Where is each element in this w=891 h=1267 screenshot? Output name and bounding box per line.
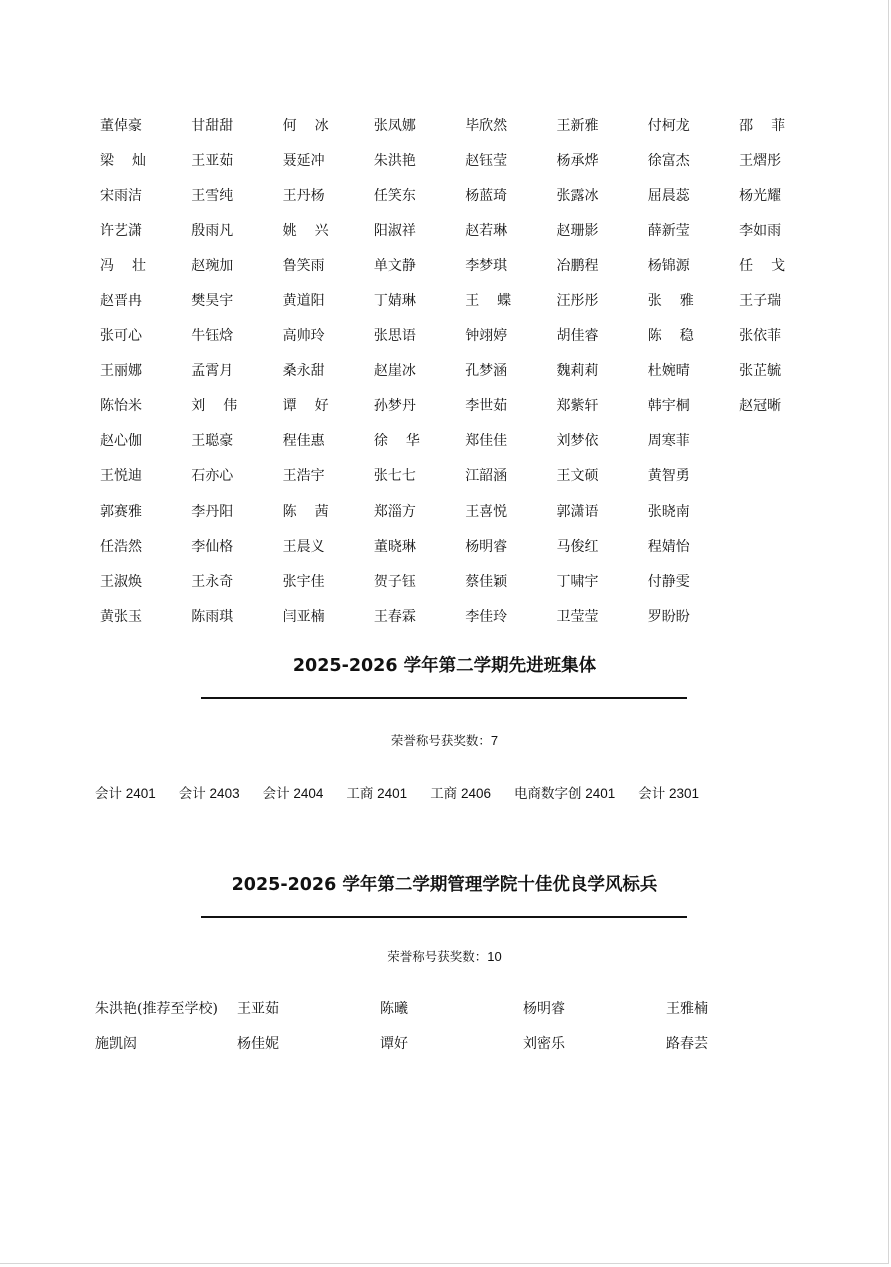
student-name: 王蝶 — [465, 293, 512, 310]
award-count-label: 荣誉称号获奖数： — [390, 733, 491, 748]
student-name: 李仙格 — [191, 538, 234, 555]
student-name: 江韶涵 — [465, 468, 508, 485]
student-name: 郑佳佳 — [465, 433, 508, 450]
student-name — [739, 605, 830, 640]
student-name: 王新雅 — [556, 118, 599, 134]
honoree-name: 刘密乐 — [523, 1036, 565, 1052]
student-name: 郭赛雅 — [100, 503, 142, 520]
student-name: 王永奇 — [191, 573, 234, 590]
student-name: 李丹阳 — [191, 503, 234, 520]
student-name: 李世茹 — [465, 398, 508, 415]
student-name: 付柯龙 — [647, 118, 690, 134]
student-name: 韩宇桐 — [647, 398, 690, 415]
student-name: 张芷毓 — [739, 363, 782, 380]
student-name: 徐华 — [373, 433, 420, 450]
student-name: 丁婧琳 — [373, 293, 416, 310]
student-name: 孙梦丹 — [373, 398, 416, 415]
student-name: 孟霄月 — [191, 363, 234, 380]
student-name: 张依菲 — [739, 328, 782, 345]
student-name: 杨蓝琦 — [465, 188, 508, 205]
student-name: 任戈 — [739, 258, 786, 275]
honoree-name: 施凯闳 — [95, 1036, 137, 1052]
student-name: 王悦迪 — [100, 468, 142, 485]
honoree-name: 杨明睿 — [523, 1001, 565, 1017]
student-name: 张晓南 — [647, 503, 690, 520]
student-name: 郑紫轩 — [556, 398, 599, 415]
student-name: 张思语 — [373, 328, 416, 345]
student-name: 赵珊影 — [556, 223, 599, 240]
student-name — [739, 570, 830, 605]
advanced-class-list — [95, 782, 699, 802]
class-item: 会计 2301 — [638, 786, 700, 801]
student-name: 陈雨琪 — [191, 608, 234, 625]
student-name: 任笑东 — [373, 188, 416, 205]
student-name: 黄智勇 — [647, 468, 690, 485]
student-name: 姚兴 — [282, 223, 329, 240]
student-name: 单文静 — [373, 258, 416, 275]
name-list-grid — [100, 114, 830, 640]
student-name: 王春霖 — [373, 608, 416, 625]
student-name: 蔡佳颖 — [465, 573, 508, 590]
student-name: 贺子钰 — [373, 573, 416, 590]
student-name: 孔梦涵 — [465, 363, 508, 380]
honoree-name: 谭好 — [380, 1036, 408, 1052]
student-name: 陈茜 — [282, 503, 329, 520]
student-name: 薛新莹 — [647, 223, 690, 240]
student-name: 王晨义 — [282, 538, 325, 555]
student-name: 王雪纯 — [191, 188, 234, 205]
student-name: 郑淄方 — [373, 503, 416, 520]
student-name: 杨承烨 — [556, 153, 599, 170]
student-name: 李梦琪 — [465, 258, 508, 275]
award-count-line — [0, 731, 889, 749]
student-name: 闫亚楠 — [282, 608, 325, 625]
honoree-name: 杨佳妮 — [237, 1036, 279, 1052]
student-name: 谭好 — [282, 398, 329, 415]
student-name: 朱洪艳 — [373, 153, 416, 170]
student-name: 李如雨 — [739, 223, 782, 240]
student-name: 冶鹏程 — [556, 258, 599, 275]
student-name: 杨光耀 — [739, 188, 782, 205]
student-name: 聂延冲 — [282, 153, 325, 170]
student-name: 刘梦依 — [556, 433, 599, 450]
student-name: 王丹杨 — [282, 188, 325, 205]
student-name: 王亚茹 — [191, 153, 234, 170]
student-name: 王淑焕 — [100, 573, 142, 590]
section-title-study-model: 2025-2026 学年第二学期管理学院十佳优良学风标兵 — [231, 875, 658, 895]
student-name: 王文硕 — [556, 468, 599, 485]
student-name: 张可心 — [100, 328, 142, 345]
award-count-label: 荣誉称号获奖数： — [387, 949, 488, 964]
student-name: 王熠彤 — [739, 153, 782, 170]
student-name: 任浩然 — [100, 538, 142, 555]
section-title-advanced-class: 2025-2026 学年第二学期先进班集体 — [292, 656, 597, 676]
student-name: 甘甜甜 — [191, 118, 234, 134]
honoree-name: 路春芸 — [666, 1036, 708, 1052]
honoree-name: 王雅楠 — [666, 1001, 708, 1017]
student-name: 丁啸宇 — [556, 573, 599, 590]
student-name: 毕欣然 — [465, 118, 508, 134]
student-name: 卫莹莹 — [556, 608, 599, 625]
honoree-name: 王亚茹 — [237, 1001, 279, 1017]
student-name: 赵崖冰 — [373, 363, 416, 380]
student-name: 张雅 — [647, 293, 694, 310]
student-name: 杨明睿 — [465, 538, 508, 555]
award-count-value: 7 — [490, 733, 499, 748]
student-name: 钟翊婷 — [465, 328, 508, 345]
class-item: 工商 2401 — [346, 786, 408, 801]
student-name: 宋雨洁 — [100, 188, 142, 205]
student-name: 桑永甜 — [282, 363, 325, 380]
student-name: 董晓琳 — [373, 538, 416, 555]
student-name: 王丽娜 — [100, 363, 142, 380]
student-name: 梁灿 — [100, 153, 146, 170]
student-name: 郭潇语 — [556, 503, 599, 520]
student-name: 牛钰焓 — [191, 328, 234, 345]
student-name: 刘伟 — [191, 398, 238, 415]
student-name: 杜婉晴 — [647, 363, 690, 380]
student-name: 王浩宇 — [282, 468, 325, 485]
student-name: 殷雨凡 — [191, 223, 234, 240]
student-name: 张宇佳 — [282, 573, 325, 590]
student-name: 张七七 — [373, 468, 416, 485]
student-name: 董倬豪 — [100, 118, 142, 134]
student-name: 罗盼盼 — [647, 608, 690, 625]
student-name: 汪彤彤 — [556, 293, 599, 310]
student-name: 王子瑞 — [739, 293, 782, 310]
student-name — [739, 464, 830, 499]
title-underline — [201, 916, 687, 918]
study-model-list — [95, 997, 809, 1067]
award-count-value: 10 — [487, 949, 502, 964]
student-name: 赵若琳 — [465, 223, 508, 240]
student-name: 阳淑祥 — [373, 223, 416, 240]
student-name: 赵心伽 — [100, 433, 142, 450]
student-name: 石亦心 — [191, 468, 234, 485]
class-item: 会计 2403 — [178, 786, 240, 801]
student-name: 高帅玲 — [282, 328, 325, 345]
student-name: 陈怡米 — [100, 398, 142, 415]
student-name: 黄张玉 — [100, 608, 142, 625]
student-name: 樊昊宇 — [191, 293, 234, 310]
honoree-name: 陈曦 — [380, 1001, 408, 1017]
student-name: 张凤娜 — [373, 118, 416, 134]
honoree-name: 朱洪艳(推荐至学校) — [95, 1001, 218, 1017]
student-name: 冯壮 — [100, 258, 146, 275]
student-name: 屈晨蕊 — [647, 188, 690, 205]
class-item: 电商数字创 2401 — [513, 786, 616, 801]
student-name: 胡佳睿 — [556, 328, 599, 345]
student-name: 何冰 — [282, 118, 329, 134]
student-name: 许艺潇 — [100, 223, 142, 240]
student-name: 黄道阳 — [282, 293, 325, 310]
student-name: 程婧怡 — [647, 538, 690, 555]
student-name: 周寒菲 — [647, 433, 690, 450]
class-item: 会计 2404 — [262, 786, 324, 801]
student-name — [739, 535, 830, 570]
student-name: 魏莉莉 — [556, 363, 599, 380]
student-name: 王喜悦 — [465, 503, 508, 520]
student-name: 陈稳 — [647, 328, 694, 345]
student-name: 赵琬加 — [191, 258, 234, 275]
student-name: 杨锦源 — [647, 258, 690, 275]
award-count-line — [0, 947, 889, 965]
student-name: 李佳玲 — [465, 608, 508, 625]
student-name: 赵钰莹 — [465, 153, 508, 170]
title-underline — [201, 697, 687, 699]
student-name: 徐富杰 — [647, 153, 690, 170]
student-name: 邵菲 — [739, 118, 786, 134]
student-name — [739, 500, 830, 535]
student-name: 赵晋冉 — [100, 293, 142, 310]
class-item: 会计 2401 — [95, 786, 156, 801]
class-item: 工商 2406 — [430, 786, 491, 801]
student-name: 程佳惠 — [282, 433, 325, 450]
student-name: 张露冰 — [556, 188, 599, 205]
student-name: 付静雯 — [647, 573, 690, 590]
student-name — [739, 429, 830, 464]
student-name: 赵冠晰 — [739, 398, 782, 415]
student-name: 马俊红 — [556, 538, 599, 555]
student-name: 鲁笑雨 — [282, 258, 325, 275]
student-name: 王聪豪 — [191, 433, 234, 450]
